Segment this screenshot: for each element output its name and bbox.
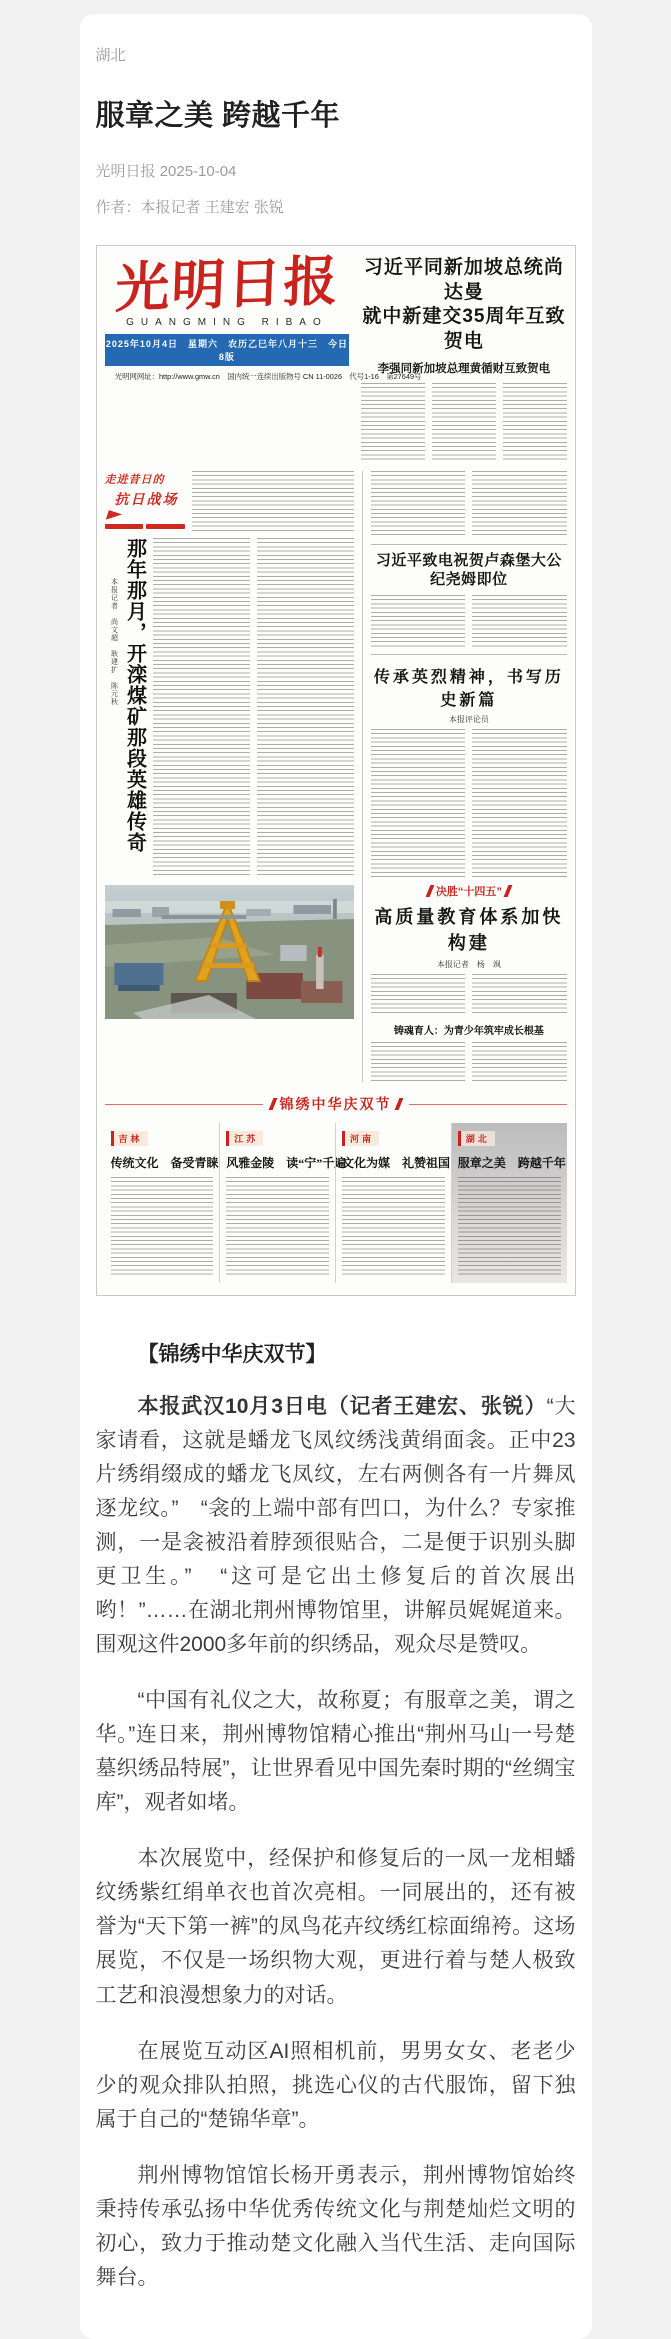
strip-story-title: 文化为媒 礼赞祖国 (342, 1156, 451, 1171)
slash-icon (503, 885, 512, 897)
coal-mine-aerial-photo (105, 885, 355, 1019)
festival-banner (105, 1094, 567, 1114)
date-bar: 2025年10月4日 星期六 农历乙巳年八月十三 今日8版 (105, 334, 350, 366)
slash-icon (268, 1098, 277, 1110)
body-text-placeholder (153, 538, 355, 878)
regional-stories-strip (105, 1123, 567, 1283)
lead-subheadline: 李强同新加坡总理黄循财互致贺电 (377, 362, 551, 375)
paragraph: 在展览互动区AI照相机前，男男女女、老老少少的观众排队拍照，挑选心仪的古代服饰，留下独属于自己的“楚锦华章”。 (95, 2039, 576, 2131)
arrow-icon (105, 510, 121, 524)
banner-title: 锦绣中华庆双节 (279, 1096, 392, 1113)
lead-headline-block (361, 256, 566, 461)
article-title: 服章之美 跨越千年 (95, 100, 341, 132)
right-articles-column (363, 471, 566, 1083)
author-line: 作者：本报记者 王建宏 张锐 (95, 199, 284, 216)
column-rule (371, 654, 566, 655)
strip-column-henan (335, 1123, 451, 1283)
masthead-calligraphy: 光明日报 (113, 248, 340, 320)
paragraph: “中国有礼仪之大，故称夏；有服章之美，谓之华。”连日来，荆州博物馆精心推出“荆州马山一号楚墓织绣品特展”，让世界看见中国先秦时期的“丝绸宝库”，观者如堵。 (95, 1689, 576, 1815)
body-text-placeholder (192, 471, 355, 531)
slash-icon (394, 1098, 403, 1110)
education-byline: 本报记者 杨 飒 (436, 960, 501, 970)
badge-ribbon (105, 524, 185, 529)
region-label: 湖北 (458, 1131, 495, 1146)
category-label: 湖北 (95, 47, 126, 64)
strip-story-title: 服章之美 跨越千年 (457, 1156, 566, 1171)
strip-story-title: 风雅金陵 读“宁”千遍 (226, 1156, 347, 1171)
body-text-placeholder (458, 1177, 561, 1275)
left-article-byline: 本报记者 尚文超 耿建扩 陈元秋 (110, 577, 118, 706)
editorial-byline: 本报评论员 (448, 715, 489, 725)
dateline-lead: 本报武汉10月3日电（记者王建宏、张锐） (137, 1395, 547, 1419)
paragraph: 荆州博物馆馆长杨开勇表示，荆州博物馆始终秉持传承弘扬中华优秀传统文化与荆楚灿烂文明的初心，致力于推动楚文化融入当代生活、走向国际舞台。 (95, 2163, 576, 2289)
banner-rule (409, 1104, 567, 1105)
left-article-column (105, 471, 364, 1083)
slash-icon (425, 885, 434, 897)
body-text-placeholder (342, 1177, 445, 1275)
paragraph: 本报武汉10月3日电（记者王建宏、张锐）“大家请看，这就是蟠龙飞凤纹绣浅黄绢面衾。正中23片绣绢缀成的蟠龙飞凤纹，左右两侧各有一片舞凤逐龙纹。” “衾的上端中部有凹口，为什么？专家推测，一是衾被沿着脖颈很贴合，二是便于识别头脚更卫生。” “这可是它出土修复后的首次展出哟！”……在湖北荆州博物馆里，讲解员娓娓道来。围观这件2000多年前的织绣品，观众尽是赞叹。 (95, 1395, 576, 1657)
lead-headline: 习近平同新加坡总统尚达曼 就中新建交35周年互致贺电 (362, 257, 566, 353)
strip-column-hubei-highlighted (451, 1123, 567, 1283)
region-label: 河南 (342, 1131, 379, 1146)
article-card (80, 14, 592, 2339)
masthead-block (105, 248, 421, 461)
editorial-headline: 传承英烈精神，书写历史新篇 (373, 669, 564, 710)
five-year-plan-label: 决胜“十四五” (371, 883, 566, 899)
body-text-placeholder (226, 1177, 329, 1275)
region-label: 吉林 (111, 1131, 148, 1146)
column-rule (371, 544, 566, 545)
newspaper-header (105, 248, 567, 461)
newspaper-front-page-image[interactable] (96, 245, 576, 1296)
body-text-placeholder (371, 471, 566, 537)
masthead-pinyin: GUANGMING RIBAO (126, 316, 328, 328)
body-text-placeholder (371, 729, 566, 877)
left-article-title: 那年那月，开滦煤矿那段英雄传奇 (123, 537, 146, 853)
education-subheadline: 铸魂育人：为青少年筑牢成长根基 (393, 1026, 544, 1038)
left-article-title-block (105, 538, 146, 878)
education-headline: 高质量教育体系加快构建 (374, 907, 564, 954)
banner-rule (105, 1104, 263, 1105)
publication-info-line: 光明网网址：http://www.gmw.cn 国内统一连续出版物号 CN 11-0026 代号1-16 第27649号 (114, 372, 421, 381)
source-date-line: 光明日报 2025-10-04 (95, 163, 237, 180)
region-label: 江苏 (226, 1131, 263, 1146)
anti-war-series-badge: 走进昔日的 抗日战场 (105, 471, 185, 531)
body-text-placeholder (111, 1177, 214, 1275)
paragraph: 本次展览中，经保护和修复后的一凤一龙相蟠纹绣紫红绢单衣也首次亮相。一同展出的，还有被誉为“天下第一裤”的凤鸟花卉纹绣红棕面绵袴。这场展览，不仅是一场织物大观，更进行着与楚人极致工艺和浪漫想象力的对话。 (95, 1847, 576, 2007)
body-text-placeholder (371, 974, 566, 1016)
strip-column-jilin (105, 1123, 220, 1283)
strip-story-title: 传统文化 备受青睐 (110, 1156, 219, 1171)
body-text-placeholder (371, 1042, 566, 1082)
body-text-placeholder (361, 383, 566, 461)
article-body (96, 1338, 576, 2294)
luxembourg-headline: 习近平致电祝贺卢森堡大公纪尧姆即位 (375, 551, 562, 588)
body-text-placeholder (371, 595, 566, 647)
section-tag: 【锦绣中华庆双节】 (137, 1343, 327, 1367)
strip-column-jiangsu (219, 1123, 347, 1283)
